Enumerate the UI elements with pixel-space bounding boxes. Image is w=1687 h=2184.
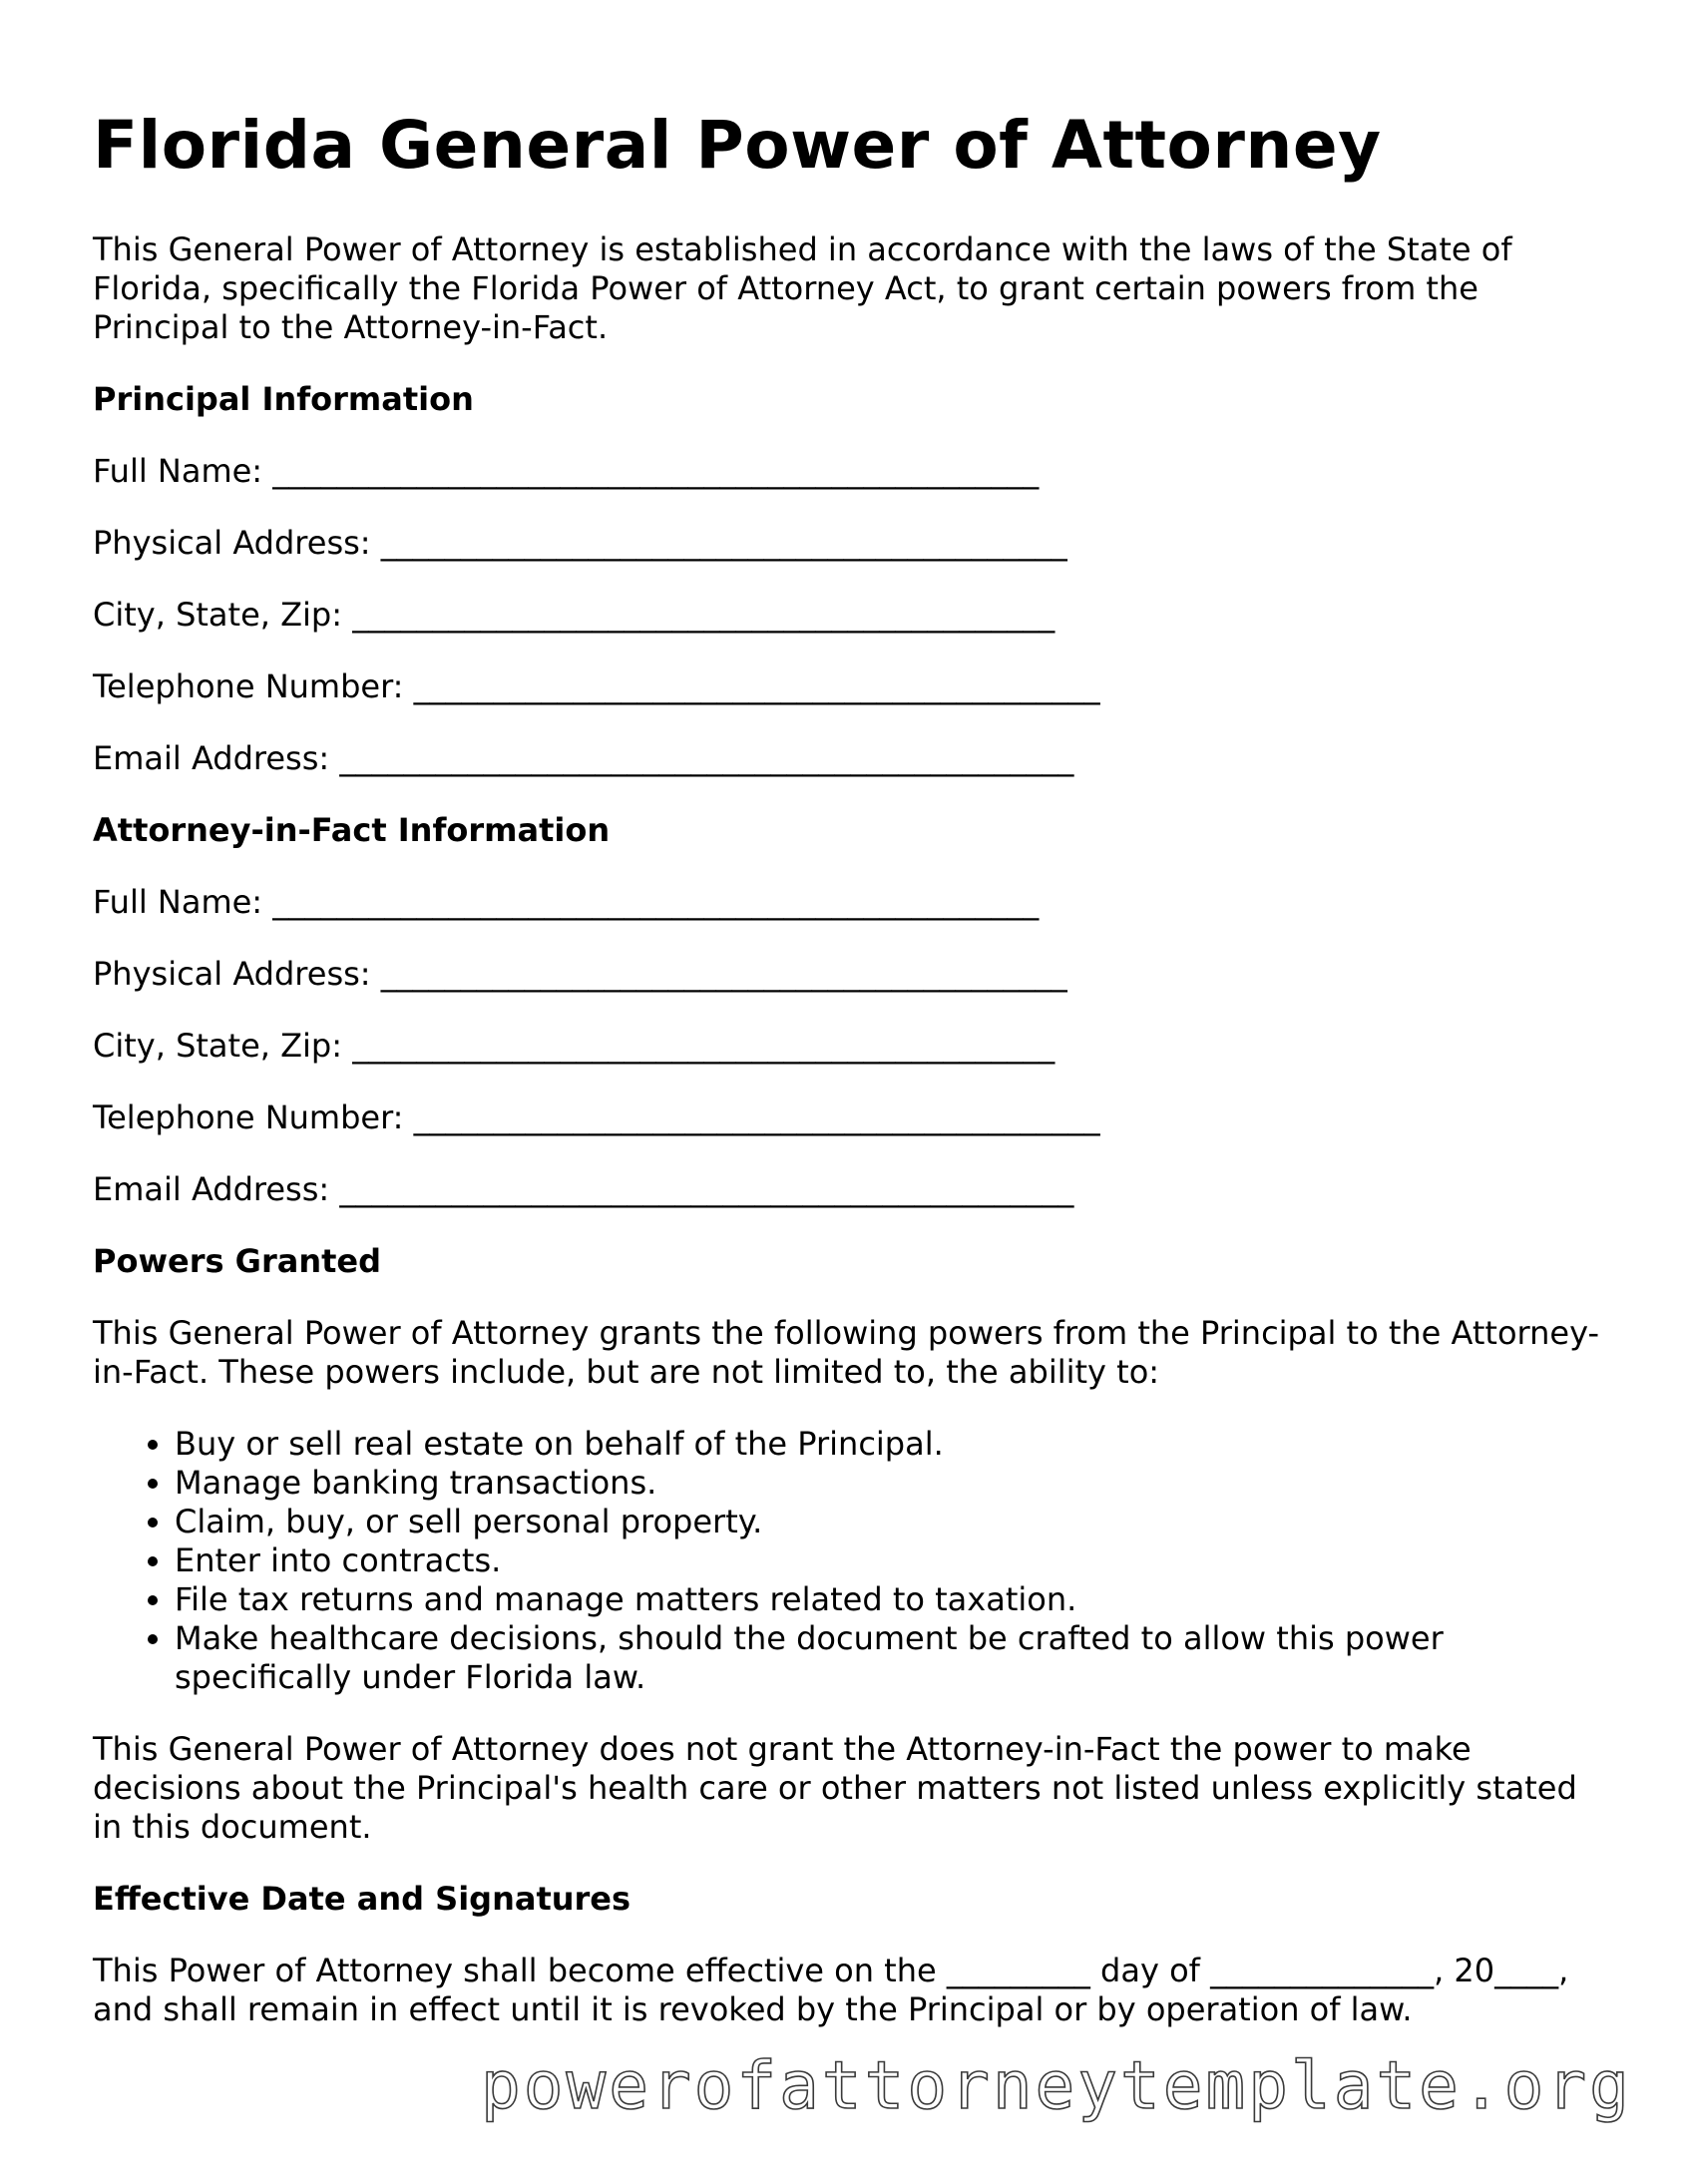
attorney-full-name-field: Full Name: ________________________________________________ — [93, 882, 1040, 921]
list-item: • Claim, buy, or sell personal property. — [175, 1503, 1609, 1541]
powers-limitation-paragraph: This General Power of Attorney does not grant the Attorney-in-Fact the power to make decisions about the Principal's health care or other matters not listed unless explicitly stated in this document. — [93, 1729, 1577, 1846]
list-item: • Buy or sell real estate on behalf of the Principal. — [175, 1425, 1609, 1464]
attorney-physical-address-field: Physical Address: ___________________________________________ — [93, 954, 1067, 993]
powers-intro-paragraph: This General Power of Attorney grants the following powers from the Principal to the Attorney-in-Fact. These powers include, but are not limited to, the ability to: — [93, 1313, 1599, 1391]
attorney-email-field: Email Address: ______________________________________________ — [93, 1169, 1074, 1208]
principal-heading: Principal Information — [93, 379, 474, 418]
intro-paragraph: This General Power of Attorney is established in accordance with the laws of the State of Florida, specifically the Florida Power of Attorney Act, to grant certain powers from the Principal to the Attorney-in-Fact. — [93, 229, 1512, 346]
attorney-telephone-field: Telephone Number: ___________________________________________ — [93, 1097, 1100, 1136]
principal-telephone-field: Telephone Number: ___________________________________________ — [93, 666, 1100, 705]
attorney-heading: Attorney-in-Fact Information — [93, 810, 611, 849]
principal-full-name-field: Full Name: ________________________________________________ — [93, 451, 1040, 490]
document-page — [93, 107, 1609, 2062]
powers-list — [93, 1425, 1609, 1697]
powers-heading: Powers Granted — [93, 1241, 381, 1280]
watermark: powerofattorneytemplate.org — [481, 2047, 1632, 2124]
principal-physical-address-field: Physical Address: ___________________________________________ — [93, 523, 1067, 562]
list-item: • Enter into contracts. — [175, 1541, 1609, 1580]
list-item: • Make healthcare decisions, should the document be crafted to allow this power specifically under Florida law. — [175, 1619, 1609, 1697]
list-item: • Manage banking transactions. — [175, 1464, 1609, 1503]
principal-city-state-zip-field: City, State, Zip: ____________________________________________ — [93, 595, 1055, 634]
effective-paragraph: This Power of Attorney shall become effective on the _________ day of ______________, 20____, and shall remain in effect until it is revoked by the Principal or by operation of law. — [93, 1951, 1569, 2028]
principal-email-field: Email Address: ______________________________________________ — [93, 738, 1074, 777]
document-title: Florida General Power of Attorney — [93, 107, 1382, 184]
attorney-city-state-zip-field: City, State, Zip: ____________________________________________ — [93, 1026, 1055, 1065]
list-item: • File tax returns and manage matters related to taxation. — [175, 1580, 1609, 1619]
effective-heading: Effective Date and Signatures — [93, 1879, 632, 1918]
